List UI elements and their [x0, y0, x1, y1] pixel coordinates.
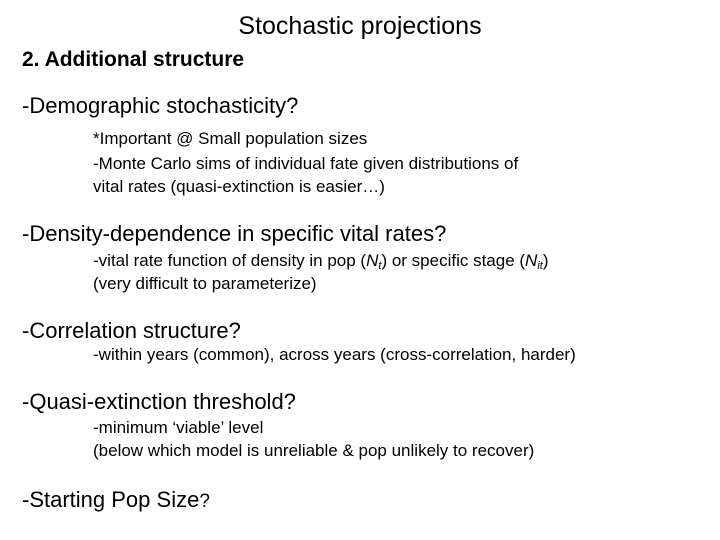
detail-vital-rates: vital rates (quasi-extinction is easier…) [93, 177, 385, 196]
heading-density-dependence: -Density-dependence in specific vital rates? [22, 221, 447, 246]
detail-monte-carlo: -Monte Carlo sims of individual fate given distributions of [93, 154, 519, 173]
heading-starting-pop-size [22, 486, 210, 516]
detail-density-function [93, 250, 549, 272]
heading-quasi-extinction-threshold: -Quasi-extinction threshold? [22, 389, 296, 414]
variable-pop-subscript: t [378, 260, 382, 272]
starting-pop-size-text: -Starting Pop Size [22, 487, 200, 512]
detail-below-which: (below which model is unreliable & pop unlikely to recover) [93, 441, 535, 460]
detail-small-population: *Important @ Small population sizes [93, 129, 368, 148]
heading-demographic-stochasticity: -Demographic stochasticity? [22, 93, 299, 118]
density-text-suffix: ) [542, 251, 549, 270]
heading-correlation-structure: -Correlation structure? [22, 318, 241, 343]
detail-minimum-viable: -minimum ‘viable’ level [93, 418, 264, 437]
density-text-middle: ) or specific stage ( [381, 251, 526, 270]
density-text-prefix: -vital rate function of density in pop ( [93, 251, 367, 270]
slide-title: Stochastic projections [238, 12, 482, 40]
variable-stage: N [525, 251, 538, 270]
variable-pop: N [366, 251, 379, 270]
detail-correlation: -within years (common), across years (cross-correlation, harder) [93, 345, 576, 364]
variable-stage-subscript: it [537, 260, 543, 272]
detail-parameterize: (very difficult to parameterize) [93, 274, 317, 293]
slide-subtitle: 2. Additional structure [22, 48, 245, 71]
starting-pop-size-question-mark: ? [199, 491, 210, 512]
